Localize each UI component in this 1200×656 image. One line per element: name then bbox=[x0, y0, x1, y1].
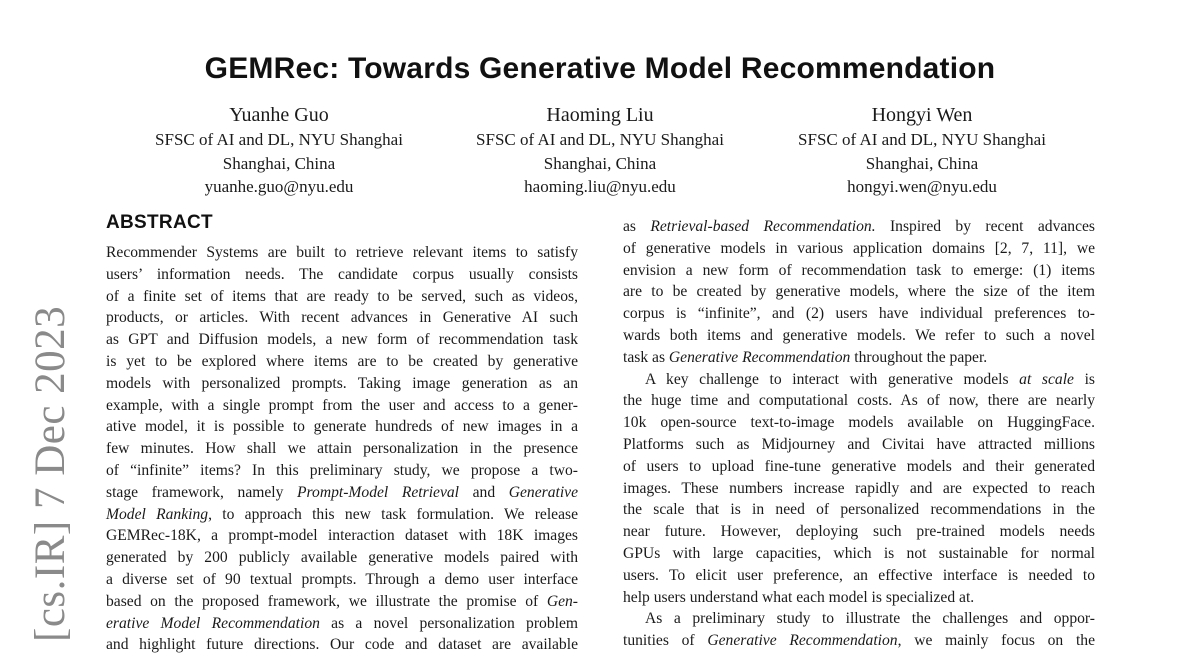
intro-body bbox=[623, 216, 1095, 652]
text-italic: Generative Recommendation bbox=[707, 632, 898, 650]
text-line: are to be created by generative models, where the size of the item bbox=[623, 283, 1095, 301]
author-1 bbox=[129, 102, 429, 199]
text-run: , we mainly focus on the bbox=[897, 632, 1095, 650]
text-italic: Prompt-Model Retrieval bbox=[297, 483, 460, 501]
author-block bbox=[0, 102, 1200, 202]
author-name: Yuanhe Guo bbox=[229, 104, 329, 126]
text-run: based on the proposed framework, we illustrate the promise of bbox=[106, 592, 547, 610]
text-line: the scale that is in need of personalized recommendations in the bbox=[623, 501, 1095, 519]
text-line: users’ information needs. The candidate corpus usually consists bbox=[106, 265, 578, 283]
arxiv-watermark: [cs.IR] 7 Dec 2023 bbox=[27, 305, 74, 642]
text-italic: at scale bbox=[1019, 370, 1074, 388]
text-line: help users understand what each model is specialized at. bbox=[623, 588, 975, 606]
author-affiliation: SFSC of AI and DL, NYU Shanghai bbox=[155, 130, 403, 149]
text-line bbox=[106, 504, 578, 526]
text-italic: erative Model Recommendation bbox=[106, 614, 320, 632]
text-line: generated by 200 publicly available generative models paired with bbox=[106, 549, 578, 567]
text-line bbox=[623, 216, 1095, 238]
text-run: , to approach this new task formulation. We release bbox=[208, 505, 579, 523]
text-run: and bbox=[459, 483, 509, 501]
text-line: as GPT and Diffusion models, a new form of recommendation task bbox=[106, 331, 578, 349]
author-email: haoming.liu@nyu.edu bbox=[524, 177, 676, 196]
text-run: Inspired by recent advances bbox=[875, 218, 1095, 235]
text-line: As a preliminary study to illustrate the challenges and oppor- bbox=[645, 610, 1095, 628]
text-line: wards both items and generative models. We refer to such a novel bbox=[623, 326, 1095, 344]
abstract-heading: ABSTRACT bbox=[106, 212, 213, 233]
text-line: Recommender Systems are built to retrieve relevant items to satisfy bbox=[106, 244, 578, 261]
text-line: Platforms such as Midjourney and Civitai have attracted millions bbox=[623, 435, 1095, 453]
text-line: of a finite set of items that are ready to be served, such as videos, bbox=[106, 287, 578, 305]
text-run: as bbox=[623, 218, 651, 235]
text-line bbox=[623, 369, 1095, 391]
author-affiliation: SFSC of AI and DL, NYU Shanghai bbox=[476, 130, 724, 149]
abstract-body bbox=[106, 242, 578, 656]
author-name: Hongyi Wen bbox=[871, 104, 973, 126]
author-affiliation: SFSC of AI and DL, NYU Shanghai bbox=[798, 130, 1046, 149]
text-line bbox=[106, 613, 578, 635]
text-run: stage framework, namely bbox=[106, 483, 298, 501]
text-line: and highlight future directions. Our code and dataset are available bbox=[106, 636, 578, 654]
text-run: is bbox=[1073, 370, 1095, 388]
text-line: envision a new form of recommendation task to emerge: (1) items bbox=[623, 261, 1095, 279]
text-line: few minutes. How shall we attain personalization in the presence bbox=[106, 440, 578, 458]
text-line: of generative models in various application domains [2, 7, 11], we bbox=[623, 239, 1095, 257]
text-line: images. These numbers increase rapidly and are expected to reach bbox=[623, 479, 1095, 497]
text-line: the huge time and computational costs. As of now, there are nearly bbox=[623, 392, 1095, 410]
text-line bbox=[106, 482, 578, 504]
text-line: models with personalized prompts. Taking image generation as an bbox=[106, 374, 578, 392]
text-line: products, or articles. With recent advances in Generative AI such bbox=[106, 309, 578, 327]
author-email: yuanhe.guo@nyu.edu bbox=[204, 177, 354, 196]
author-2 bbox=[450, 102, 750, 199]
author-name: Haoming Liu bbox=[546, 104, 654, 126]
text-run: as a novel personalization problem bbox=[319, 614, 579, 632]
text-line bbox=[106, 591, 578, 613]
text-italic: Generative bbox=[508, 483, 578, 501]
text-line: a diverse set of 90 textual prompts. Through a demo user interface bbox=[106, 570, 578, 588]
text-italic: Generative Recommendation bbox=[668, 348, 851, 366]
text-line: GEMRec-18K, a prompt-model interaction dataset with 18K images bbox=[106, 527, 578, 545]
author-location: Shanghai, China bbox=[222, 153, 336, 173]
text-line: GPUs with large capacities, which is not sustainable for normal bbox=[623, 544, 1095, 562]
text-line: 10k open-source text-to-image models available on HuggingFace. bbox=[623, 414, 1095, 432]
author-3 bbox=[772, 102, 1072, 199]
text-line: of “infinite” items? In this preliminary study, we propose a two- bbox=[106, 461, 578, 479]
text-run: tunities of bbox=[623, 632, 708, 650]
author-email: hongyi.wen@nyu.edu bbox=[847, 177, 997, 196]
text-line: is yet to be explored where items are to be created by generative bbox=[106, 352, 578, 370]
text-italic: Gen- bbox=[546, 592, 578, 610]
text-line: of users to upload fine-tune generative models and their generated bbox=[623, 457, 1095, 475]
text-run: task as bbox=[623, 348, 669, 366]
text-italic: Retrieval-based Recommendation. bbox=[650, 218, 876, 235]
text-line: example, with a single prompt from the user and access to a gener- bbox=[106, 396, 578, 414]
text-line: ative model, it is possible to generate hundreds of new images in a bbox=[106, 418, 578, 436]
text-line bbox=[623, 347, 1095, 369]
text-run: A key challenge to interact with generative models bbox=[645, 370, 1020, 388]
text-line bbox=[623, 630, 1095, 652]
author-location: Shanghai, China bbox=[543, 153, 657, 173]
text-line: corpus is “infinite”, and (2) users have individual preferences to- bbox=[623, 305, 1095, 323]
paper-title: GEMRec: Towards Generative Model Recommendation bbox=[204, 52, 996, 85]
author-location: Shanghai, China bbox=[865, 153, 979, 173]
text-line: users. To elicit user preference, an effective interface is needed to bbox=[623, 566, 1095, 584]
text-line: near future. However, deploying such pre-trained models needs bbox=[623, 523, 1095, 541]
text-italic: Model Ranking bbox=[106, 505, 209, 523]
text-run: throughout the paper. bbox=[850, 348, 988, 366]
